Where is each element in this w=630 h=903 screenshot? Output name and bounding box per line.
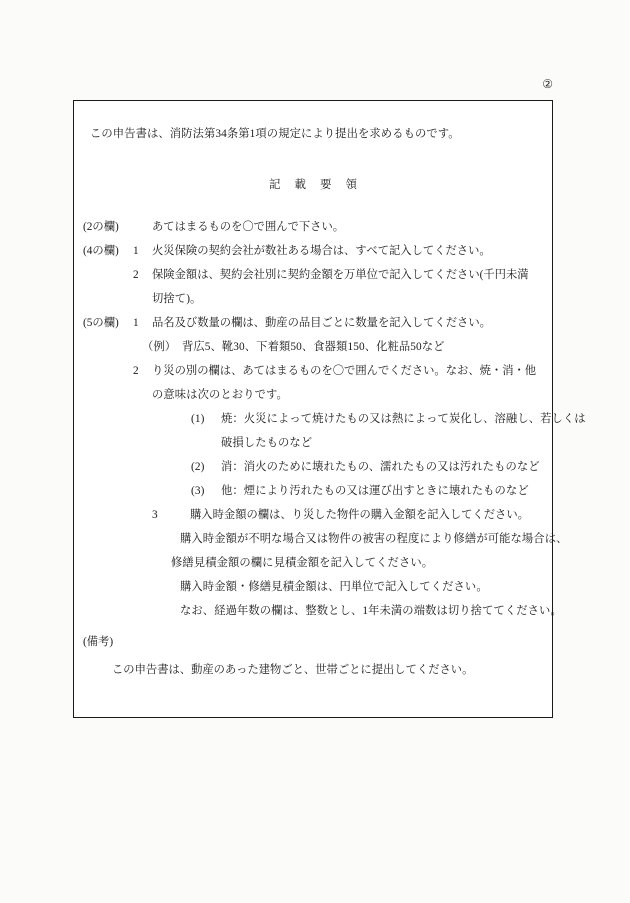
instruction-row (74, 239, 552, 263)
item-number: 2 (133, 365, 139, 377)
item-number: 3 (152, 509, 158, 521)
definition-line (74, 407, 586, 431)
item-text: 購入時金額の欄は、り災した物件の購入金額を記入してください。 (190, 509, 529, 521)
instruction-row (74, 311, 552, 335)
definition-marker: (3) (191, 485, 205, 497)
document-body (74, 101, 586, 717)
column-label (74, 263, 133, 287)
item-number: 1 (133, 317, 139, 329)
item-number: 1 (133, 245, 139, 257)
item-continuation: 購入時金額・修繕見積金額は、円単位で記入してください。 (180, 581, 488, 593)
item-continuation: 購入時金額が不明な場合又は物件の被害の程度により修繕が可能な場合は、 (180, 533, 568, 545)
page-number-mark: ② (542, 77, 553, 91)
column-label (74, 359, 133, 383)
remarks-text: この申告書は、動産のあった建物ごと、世帯ごとに提出してください。 (112, 664, 474, 676)
item-continuation: 切捨て)。 (152, 293, 202, 305)
item-text: 火災保険の契約会社が数社ある場合は、すべて記入してください。 (152, 245, 491, 257)
item-continuation: なお、経過年数の欄は、整数とし、1年未満の端数は切り捨ててください。 (180, 605, 562, 617)
item-text: 保険金額は、契約会社別に契約金額を万単位で記入してください(千円未満 (152, 269, 529, 281)
instruction-row (74, 263, 552, 287)
definition-line (74, 455, 552, 479)
item-continuation: の意味は次のとおりです。 (152, 389, 288, 401)
intro-paragraph: この申告書は、消防法第34条第1項の規定により提出を求めるものです。 (90, 128, 460, 140)
column-label: (4の欄) (83, 245, 119, 257)
definition-marker: (2) (191, 461, 205, 473)
item-number (133, 215, 152, 239)
item-text: 品名及び数量の欄は、動産の品目ごとに数量を記入してください。 (152, 317, 491, 329)
definition-continuation: 破損したものなど (221, 437, 313, 449)
instruction-row (74, 359, 552, 383)
instruction-row (74, 215, 552, 239)
definition-text: 焼：火災によって焼けたもの又は熱によって炭化し、溶融し、若しくは (221, 413, 586, 425)
definition-text: 消：消火のために壊れたもの、濡れたもの又は汚れたものなど (221, 461, 540, 473)
item-text: あてはまるものを〇で囲んで下さい。 (152, 221, 345, 233)
column-label: (5の欄) (83, 317, 119, 329)
definition-marker: (1) (191, 413, 205, 425)
instructions-block (74, 197, 586, 623)
item-continuation: 修繕見積金額の欄に見積金額を記入してください。 (171, 557, 434, 569)
definition-text: 他：煙により汚れたもの又は運び出すときに壊れたものなど (221, 485, 529, 497)
item-number: 2 (133, 269, 139, 281)
definition-line (74, 479, 552, 503)
section-heading: 記載要領 (269, 179, 371, 191)
remarks-block (74, 630, 552, 682)
column-label: (2の欄) (83, 221, 119, 233)
example-line: （例） 背広5、靴30、下着類50、食器類150、化粧品50など (142, 341, 445, 353)
remarks-label: (備考) (83, 636, 114, 648)
document-frame (73, 100, 586, 718)
item-text: り災の別の欄は、あてはまるものを〇で囲んでください。なお、焼・消・他 (152, 365, 537, 377)
column-label (74, 503, 133, 527)
instruction-row (74, 503, 552, 527)
